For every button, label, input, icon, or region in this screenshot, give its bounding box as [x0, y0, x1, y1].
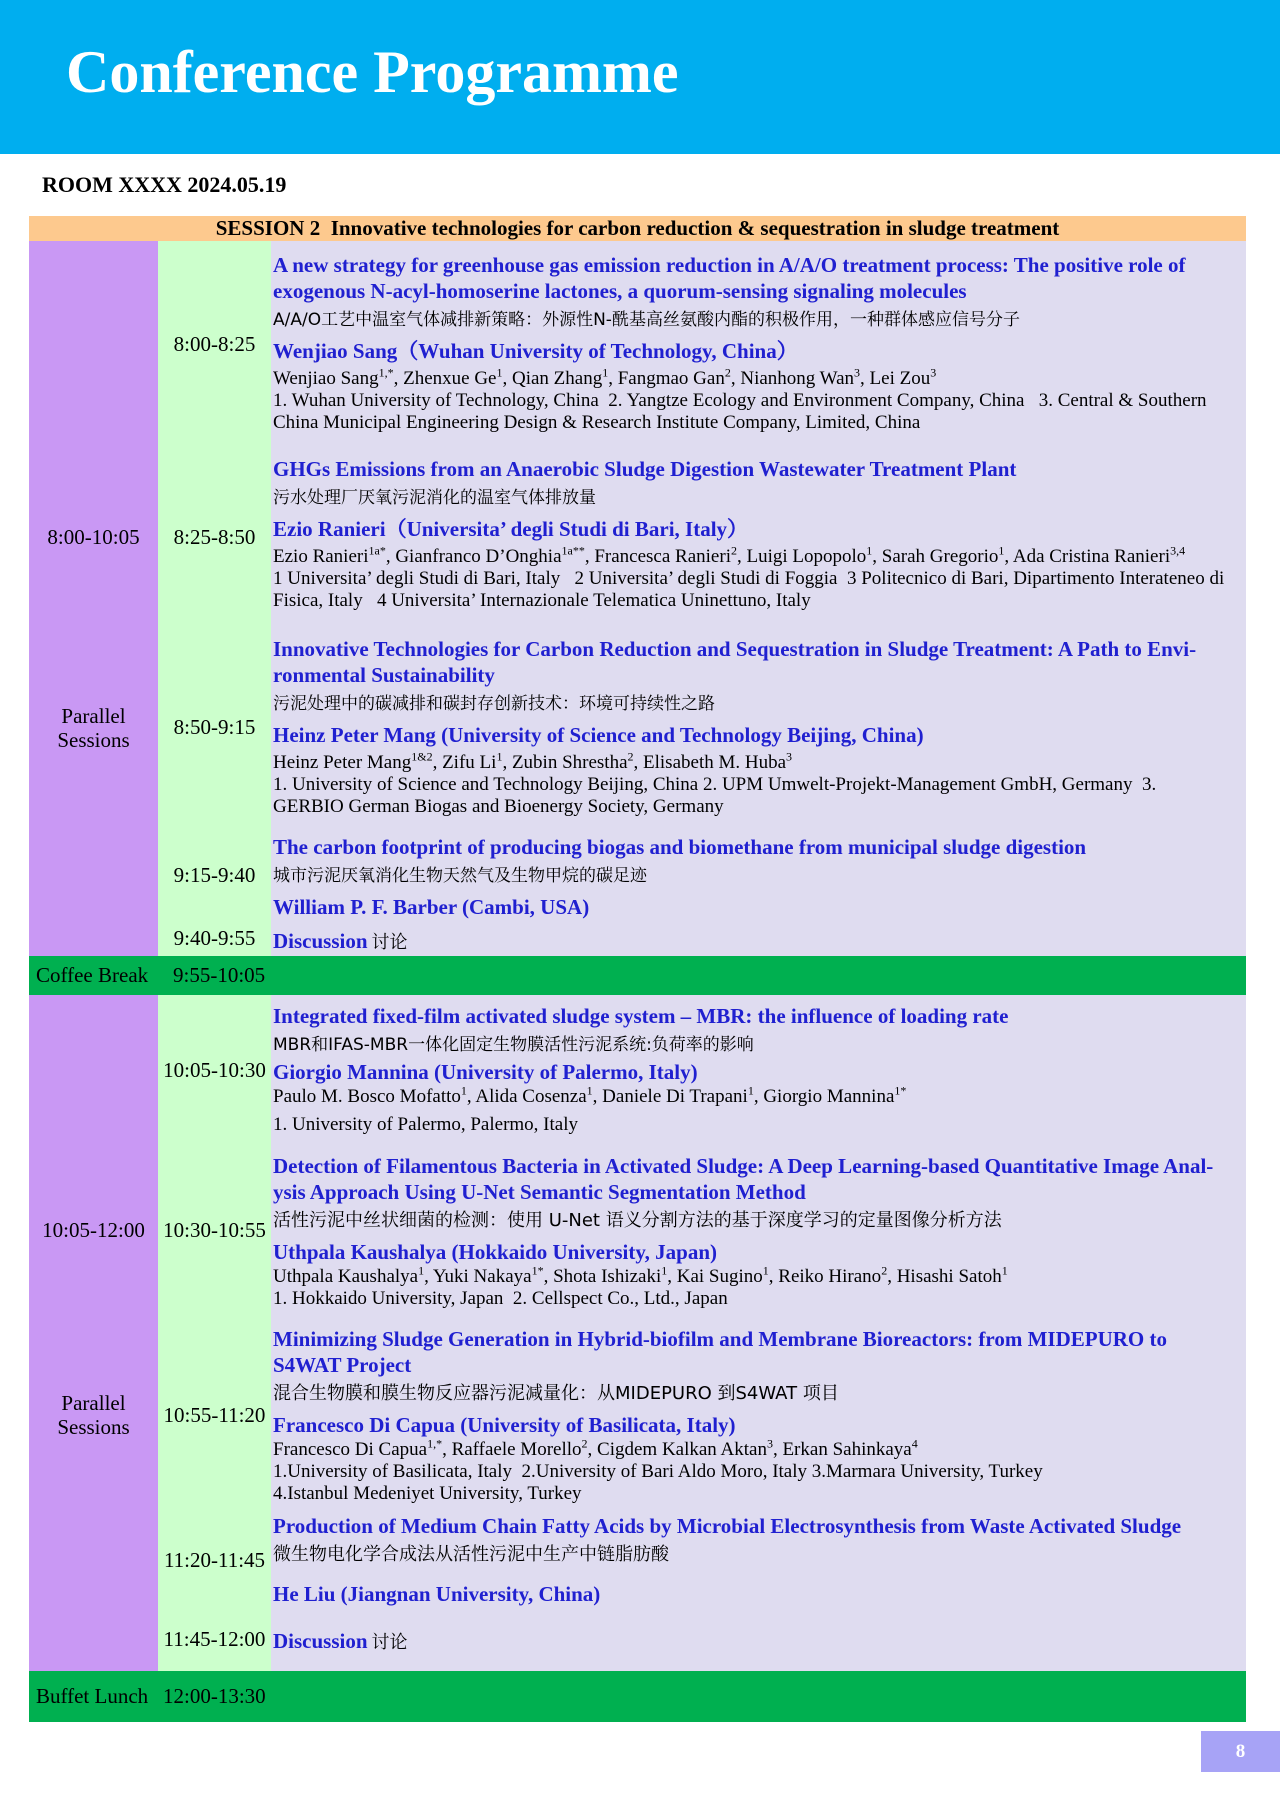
talk-title-chinese: 活性污泥中丝状细菌的检测：使用 U-Net 语义分割方法的基于深度学习的定量图像分析方法 — [273, 1210, 1002, 1231]
author-name: Zifu Li — [442, 752, 497, 773]
author-name: Sarah Gregorio — [881, 546, 999, 567]
talk-time: 10:05-10:30 — [163, 1058, 266, 1082]
author-affiliation-mark: 1,* — [378, 365, 394, 380]
presenter: Francesco Di Capua (University of Basilicata, Italy) — [273, 1413, 736, 1437]
author-affiliation-mark: 3,4 — [1170, 543, 1186, 558]
author-name: Kai Sugino — [676, 1266, 763, 1287]
author-affiliation-mark: 1 — [496, 749, 503, 764]
talk-title: Minimizing Sludge Generation in Hybrid-biofilm and Membrane Bioreactors: from MIDEPURO to — [273, 1327, 1168, 1351]
talk-title: Detection of Filamentous Bacteria in Activated Sludge: A Deep Learning-based Quantitative Image Anal- — [273, 1154, 1214, 1178]
talk-time: 8:00-8:25 — [173, 332, 256, 356]
affiliations: 1 Universita’ degli Studi di Bari, Italy 2 Universita’ degli Studi di Foggia 3 Politecnico di Bari, Dipartimento Interateneo di — [273, 568, 1225, 589]
discussion-time: 9:40-9:55 — [173, 926, 256, 950]
author-name: Gianfranco D’Onghia — [395, 546, 562, 567]
presenter: Uthpala Kaushalya (Hokkaido University, Japan) — [273, 1240, 718, 1264]
talk-title: exogenous N-acyl-homoserine lactones, a quorum-sensing signaling molecules — [273, 279, 967, 303]
talk-entry — [273, 1326, 1243, 1505]
author-name: Daniele Di Trapani — [602, 1086, 748, 1107]
author-affiliation-mark: 2 — [627, 749, 634, 764]
presenter: Ezio Ranieri（Universita’ degli Studi di Bari, Italy） — [273, 517, 749, 541]
block-label-line: Parallel — [61, 1391, 126, 1415]
discussion-time: 11:45-12:00 — [163, 1627, 266, 1651]
discussion-label-chinese: 讨论 — [371, 932, 408, 953]
author-affiliation-mark: 2 — [881, 1263, 888, 1278]
author-name: Reiko Hirano — [778, 1266, 882, 1287]
author-affiliation-mark: 4 — [911, 1436, 918, 1451]
author-affiliation-mark: 1a* — [368, 543, 386, 558]
author-name: Raffaele Morello — [451, 1439, 582, 1460]
talk-title: GHGs Emissions from an Anaerobic Sludge Digestion Wastewater Treatment Plant — [273, 457, 1017, 481]
talk-title: Production of Medium Chain Fatty Acids by Microbial Electrosynthesis from Waste Activated Sludge — [273, 1514, 1182, 1538]
talk-time: 11:20-11:45 — [163, 1548, 266, 1572]
talk-title: The carbon footprint of producing biogas and biomethane from municipal sludge digestion — [273, 835, 1087, 859]
room-date: ROOM XXXX 2024.05.19 — [42, 172, 287, 197]
author-name: Wenjiao Sang — [273, 368, 379, 389]
talk-title-chinese: 城市污泥厌氧消化生物天然气及生物甲烷的碳足迹 — [273, 866, 647, 886]
author-affiliation-mark: 1&2 — [411, 749, 433, 764]
author-name: Uthpala Kaushalya — [273, 1266, 419, 1287]
talk-title: A new strategy for greenhouse gas emission reduction in A/A/O treatment process: The positive role of — [273, 253, 1186, 277]
author-name: Elisabeth M. Huba — [643, 752, 787, 773]
presenter: Giorgio Mannina (University of Palermo, Italy) — [273, 1060, 698, 1084]
author-name: Alida Cosenza — [475, 1086, 587, 1107]
block-time: 8:00-10:05 — [47, 525, 140, 549]
affiliations: 4.Istanbul Medeniyet University, Turkey — [273, 1483, 582, 1504]
author-affiliation-mark: 2 — [724, 365, 731, 380]
affiliations: Fisica, Italy 4 Universita’ Internazionale Telematica Uninettuno, Italy — [273, 590, 811, 611]
author-list: Paulo M. Bosco Mofatto$^1$, Alida Cosenza$^1$, Daniele Di Trapani$^1$, Giorgio Mannina$^{1*}$ — [273, 1083, 907, 1107]
author-name: Qian Zhang — [511, 368, 603, 389]
talk-title-chinese: A/A/O工艺中温室气体减排新策略：外源性N-酰基高丝氨酸内酯的积极作用，一种群体感应信号分子 — [273, 310, 1020, 330]
talk-entry — [273, 456, 1243, 612]
talk-entry — [273, 636, 1243, 818]
author-affiliation-mark: 1 — [998, 543, 1005, 558]
author-name: Paulo M. Bosco Mofatto — [273, 1086, 461, 1107]
author-affiliation-mark: 1 — [747, 1083, 754, 1098]
lunch-label: Buffet Lunch — [36, 1684, 149, 1708]
affiliations: 1. Hokkaido University, Japan 2. Cellspect Co., Ltd., Japan — [273, 1288, 728, 1309]
author-affiliation-mark: 1 — [586, 1083, 593, 1098]
author-affiliation-mark: 1 — [496, 365, 503, 380]
discussion-label: Discussion — [273, 1629, 368, 1653]
talk-title-chinese: MBR和IFAS-MBR一体化固定生物膜活性污泥系统:负荷率的影响 — [273, 1035, 754, 1055]
author-affiliation-mark: 1 — [418, 1263, 425, 1278]
author-affiliation-mark: 1 — [602, 365, 609, 380]
author-affiliation-mark: 2 — [581, 1436, 588, 1451]
talk-entry — [273, 252, 1243, 434]
talk-time: 8:50-9:15 — [173, 715, 256, 739]
author-name: Hisashi Satoh — [896, 1266, 1002, 1287]
author-name: Ezio Ranieri — [273, 546, 369, 567]
author-list: Heinz Peter Mang$^{1\&2}$, Zifu Li$^1$, Zubin Shrestha$^2$, Elisabeth M. Huba$^3$ — [273, 749, 793, 773]
block-label — [29, 704, 158, 752]
talk-entry — [273, 834, 1243, 921]
presenter: Heinz Peter Mang (University of Science and Technology Beijing, China) — [273, 723, 924, 747]
block-label-line: Parallel — [61, 704, 126, 728]
affiliations: 1.University of Basilicata, Italy 2.University of Bari Aldo Moro, Italy 3.Marmara University, Turkey — [273, 1461, 1043, 1482]
presenter: William P. F. Barber (Cambi, USA) — [273, 895, 590, 919]
talk-title-chinese: 混合生物膜和膜生物反应器污泥减量化：从MIDEPURO 到S4WAT 项目 — [273, 1383, 839, 1404]
author-name: Erkan Sahinkaya — [782, 1439, 912, 1460]
author-affiliation-mark: 1 — [762, 1263, 769, 1278]
block-label-line: Sessions — [57, 728, 130, 752]
presenter: Wenjiao Sang（Wuhan University of Technology, China） — [273, 339, 798, 363]
page-title: Conference Programme — [66, 39, 679, 105]
talk-time: 10:55-11:20 — [163, 1403, 266, 1427]
author-name: Giorgio Mannina — [763, 1086, 895, 1107]
talk-entry — [273, 1513, 1243, 1608]
block-label-line: Sessions — [57, 1415, 130, 1439]
talk-entry — [273, 1003, 1243, 1136]
author-list: Francesco Di Capua$^{1,*}$, Raffaele Morello$^2$, Cigdem Kalkan Aktan$^3$, Erkan Sahinkaya$^4$ — [273, 1436, 918, 1460]
author-affiliation-mark: 1 — [460, 1083, 467, 1098]
affiliations: 1. Wuhan University of Technology, China 2. Yangtze Ecology and Environment Company, China 3. Central & Southern — [273, 390, 1207, 411]
author-list: Wenjiao Sang$^{1,*}$, Zhenxue Ge$^1$, Qian Zhang$^1$, Fangmao Gan$^2$, Nianhong Wan$^3$, Lei Zou$^3$ — [273, 365, 937, 389]
block-time-column — [29, 995, 158, 1671]
affiliations: China Municipal Engineering Design & Research Institute Company, Limited, China — [273, 412, 921, 433]
talk-title-chinese: 微生物电化学合成法从活性污泥中生产中链脂肪酸 — [273, 1544, 669, 1565]
talk-time: 10:30-10:55 — [163, 1218, 266, 1242]
presenter: He Liu (Jiangnan University, China) — [273, 1582, 601, 1606]
author-name: Francesco Di Capua — [273, 1439, 428, 1460]
author-affiliation-mark: 3 — [766, 1436, 773, 1451]
affiliations: 1. University of Palermo, Palermo, Italy — [273, 1114, 578, 1135]
author-affiliation-mark: 3 — [854, 365, 861, 380]
session-heading: SESSION 2 Innovative technologies for carbon reduction & sequestration in sludge treatment — [29, 216, 1246, 241]
author-name: Ada Cristina Ranieri — [1012, 546, 1171, 567]
block-time-column — [29, 241, 158, 956]
talk-title: ronmental Sustainability — [273, 663, 495, 687]
author-name: Luigi Lopopolo — [746, 546, 867, 567]
author-affiliation-mark: 3 — [930, 365, 937, 380]
talk-title-chinese: 污泥处理中的碳减排和碳封存创新技术：环境可持续性之路 — [273, 694, 715, 714]
talk-time: 9:15-9:40 — [173, 863, 256, 887]
author-name: Zhenxue Ge — [403, 368, 497, 389]
discussion — [273, 928, 408, 956]
author-name: Lei Zou — [869, 368, 931, 389]
author-list: Uthpala Kaushalya$^1$, Yuki Nakaya$^{1*}$, Shota Ishizaki$^1$, Kai Sugino$^1$, Reiko Hirano$^2$, Hisashi Satoh$^1$ — [273, 1263, 1008, 1287]
talk-title-chinese: 污水处理厂厌氧污泥消化的温室气体排放量 — [273, 488, 596, 508]
talk-entry — [273, 1153, 1243, 1310]
affiliations: 1. University of Science and Technology Beijing, China 2. UPM Umwelt-Projekt-Management GmbH, Germany 3. — [273, 774, 1157, 795]
block-time: 10:05-12:00 — [42, 1218, 145, 1242]
author-name: Heinz Peter Mang — [273, 752, 412, 773]
affiliations: GERBIO German Biogas and Bioenergy Society, Germany — [273, 796, 724, 817]
author-name: Fangmao Gan — [617, 368, 725, 389]
coffee-break-label: Coffee Break — [36, 963, 149, 987]
author-affiliation-mark: 3 — [786, 749, 793, 764]
talk-title: S4WAT Project — [273, 1353, 412, 1377]
author-affiliation-mark: 1 — [866, 543, 873, 558]
author-affiliation-mark: 1* — [531, 1263, 544, 1278]
coffee-break-time: 9:55-10:05 — [173, 963, 266, 987]
author-affiliation-mark: 1,* — [427, 1436, 443, 1451]
author-name: Cigdem Kalkan Aktan — [597, 1439, 767, 1460]
author-affiliation-mark: 1 — [1001, 1263, 1008, 1278]
author-affiliation-mark: 2 — [730, 543, 737, 558]
author-name: Francesca Ranieri — [594, 546, 731, 567]
author-name: Nianhong Wan — [740, 368, 855, 389]
discussion — [273, 1628, 408, 1656]
talk-time: 8:25-8:50 — [173, 525, 256, 549]
talk-title: Innovative Technologies for Carbon Reduction and Sequestration in Sludge Treatment: A Path to Envi- — [273, 637, 1197, 661]
author-name: Yuki Nakaya — [432, 1266, 532, 1287]
talk-title: ysis Approach Using U-Net Semantic Segmentation Method — [273, 1180, 806, 1204]
author-name: Shota Ishizaki — [553, 1266, 662, 1287]
author-affiliation-mark: 1 — [661, 1263, 668, 1278]
talk-title: Integrated fixed-film activated sludge system – MBR: the influence of loading rate — [273, 1004, 1009, 1028]
author-list: Ezio Ranieri$^{1a*}$, Gianfranco D’Onghia$^{1a**}$, Francesca Ranieri$^2$, Luigi Lopopolo$^1$, Sarah Gregorio$^1$, Ada Cristina Ranieri$^{3,4}$ — [273, 543, 1186, 567]
lunch-time: 12:00-13:30 — [163, 1684, 266, 1708]
author-affiliation-mark: 1* — [894, 1083, 907, 1098]
discussion-label: Discussion — [273, 929, 368, 953]
page-number: 8 — [1201, 1731, 1280, 1772]
author-name: Zubin Shrestha — [511, 752, 628, 773]
author-affiliation-mark: 1a** — [561, 543, 585, 558]
discussion-label-chinese: 讨论 — [371, 1632, 408, 1653]
block-label — [29, 1391, 158, 1439]
